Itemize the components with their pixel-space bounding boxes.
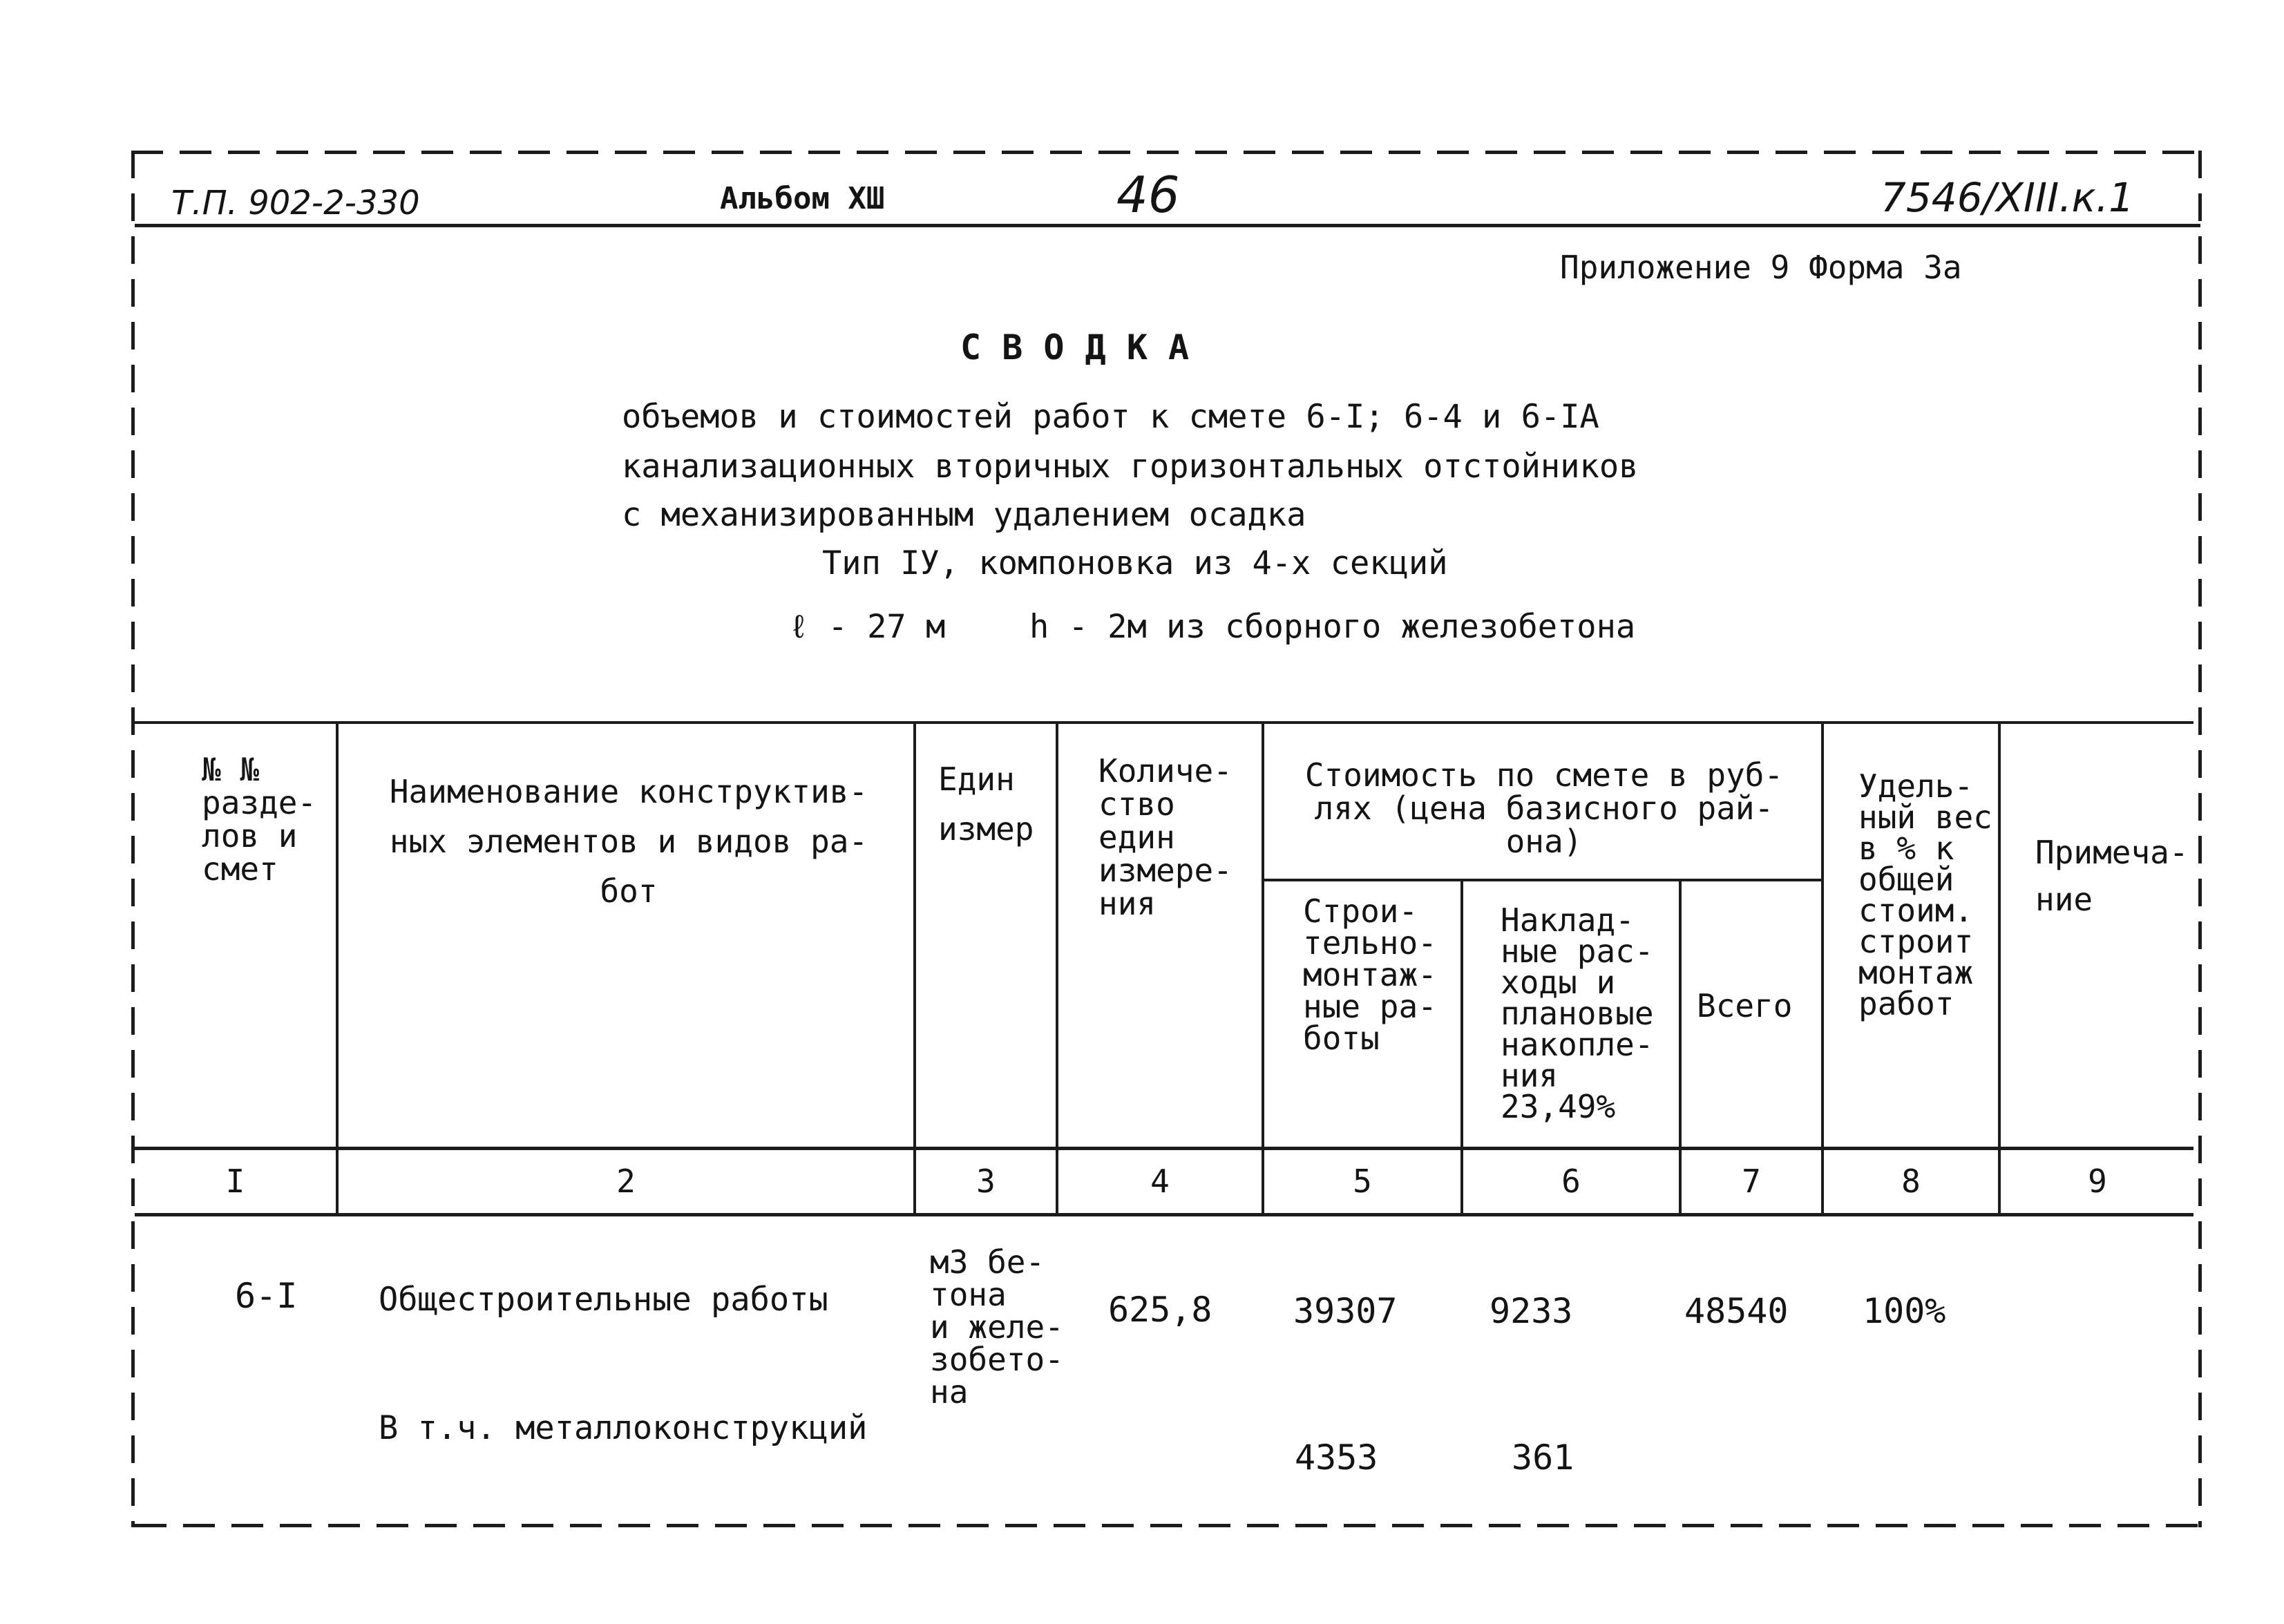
header-element-name: Наименование конструктив- ных элементов и видов ра- бот [389, 773, 868, 910]
row-construction-cost: 39307 [1293, 1291, 1398, 1331]
header-quantity: Количе- ство един измере- ния [1098, 752, 1233, 922]
header-unit: Един измер [938, 761, 1034, 848]
col-divider-5 [1460, 879, 1463, 1213]
row-overhead: 9233 [1490, 1291, 1573, 1331]
col-divider-3 [1056, 721, 1058, 1213]
row-share: 100% [1863, 1291, 1946, 1331]
title-line-4: Тип IУ, компоновка из 4-х секций [822, 544, 1448, 582]
row-total: 48540 [1684, 1291, 1789, 1331]
title-line-5-length: ℓ - 27 м [789, 608, 946, 646]
header-total: Всего [1697, 987, 1793, 1024]
column-number-5: 5 [1353, 1163, 1372, 1200]
title-line-5-height: h - 2м из сборного железобетона [1029, 608, 1636, 646]
col-divider-4 [1262, 721, 1264, 1213]
table-top-rule [135, 721, 2193, 724]
col-divider-7 [1821, 721, 1824, 1213]
col-divider-8 [1998, 721, 2001, 1213]
column-number-9: 9 [2088, 1163, 2107, 1200]
title-line-1: объемов и стоимостей работ к смете 6-I; 6-4 и 6-IА [622, 398, 1599, 436]
header-divider [135, 224, 2200, 227]
header-overhead: Наклад- ные рас- ходы и плановые накопле- ния 23,49% [1501, 901, 1654, 1125]
page-number: 46 [1116, 166, 1180, 224]
header-share: Удель- ный вес в % к общей стоим. строит монтаж работ [1858, 767, 1992, 1022]
row-section-number: 6-I [235, 1276, 298, 1316]
col-divider-2 [913, 721, 916, 1213]
column-numbers-bottom-rule [135, 1213, 2193, 1216]
doc-code: Т.П. 902-2-330 [171, 184, 420, 222]
row-quantity: 625,8 [1108, 1290, 1212, 1330]
column-number-2: 2 [616, 1163, 636, 1200]
frame-left-border [131, 151, 135, 1527]
frame-bottom-border [135, 1524, 2200, 1527]
title-line-3: с механизированным удалением осадка [622, 496, 1306, 534]
column-number-3: 3 [976, 1163, 996, 1200]
summary-heading: С В О Д К А [960, 327, 1190, 367]
frame-top-border [131, 151, 2200, 154]
column-number-4: 4 [1150, 1163, 1170, 1200]
title-line-2: канализационных вторичных горизонтальных отстойников [622, 448, 1639, 486]
column-number-1: I [225, 1163, 245, 1200]
archive-number: 7546/XIII.к.1 [1881, 174, 2135, 221]
header-section-number: № № разде- лов и смет [202, 751, 317, 888]
column-number-8: 8 [1901, 1163, 1921, 1200]
row-element-name: В т.ч. металлоконструкций [379, 1409, 868, 1447]
frame-right-border [2198, 151, 2202, 1527]
header-bottom-rule [135, 1147, 2193, 1150]
cost-group-rule [1263, 879, 1823, 881]
row-construction-cost: 4353 [1295, 1437, 1378, 1478]
row-unit: м3 бе- тона и желе- зобето- на [930, 1243, 1064, 1411]
row-element-name: Общестроительные работы [379, 1281, 828, 1319]
header-note: Примеча- ние [2035, 834, 2189, 918]
col-divider-6 [1679, 879, 1682, 1213]
row-overhead: 361 [1512, 1437, 1574, 1478]
header-construction-works: Строи- тельно- монтаж- ные ра- боты [1303, 892, 1437, 1057]
col-divider-1 [336, 721, 339, 1213]
header-cost-group: Стоимость по смете в руб- лях (цена базисного рай- она) [1304, 756, 1784, 860]
column-number-7: 7 [1742, 1163, 1761, 1200]
appendix-label: Приложение 9 Форма 3а [1560, 249, 1962, 286]
column-number-6: 6 [1561, 1163, 1581, 1200]
album-label: Альбом XШ [720, 181, 885, 216]
